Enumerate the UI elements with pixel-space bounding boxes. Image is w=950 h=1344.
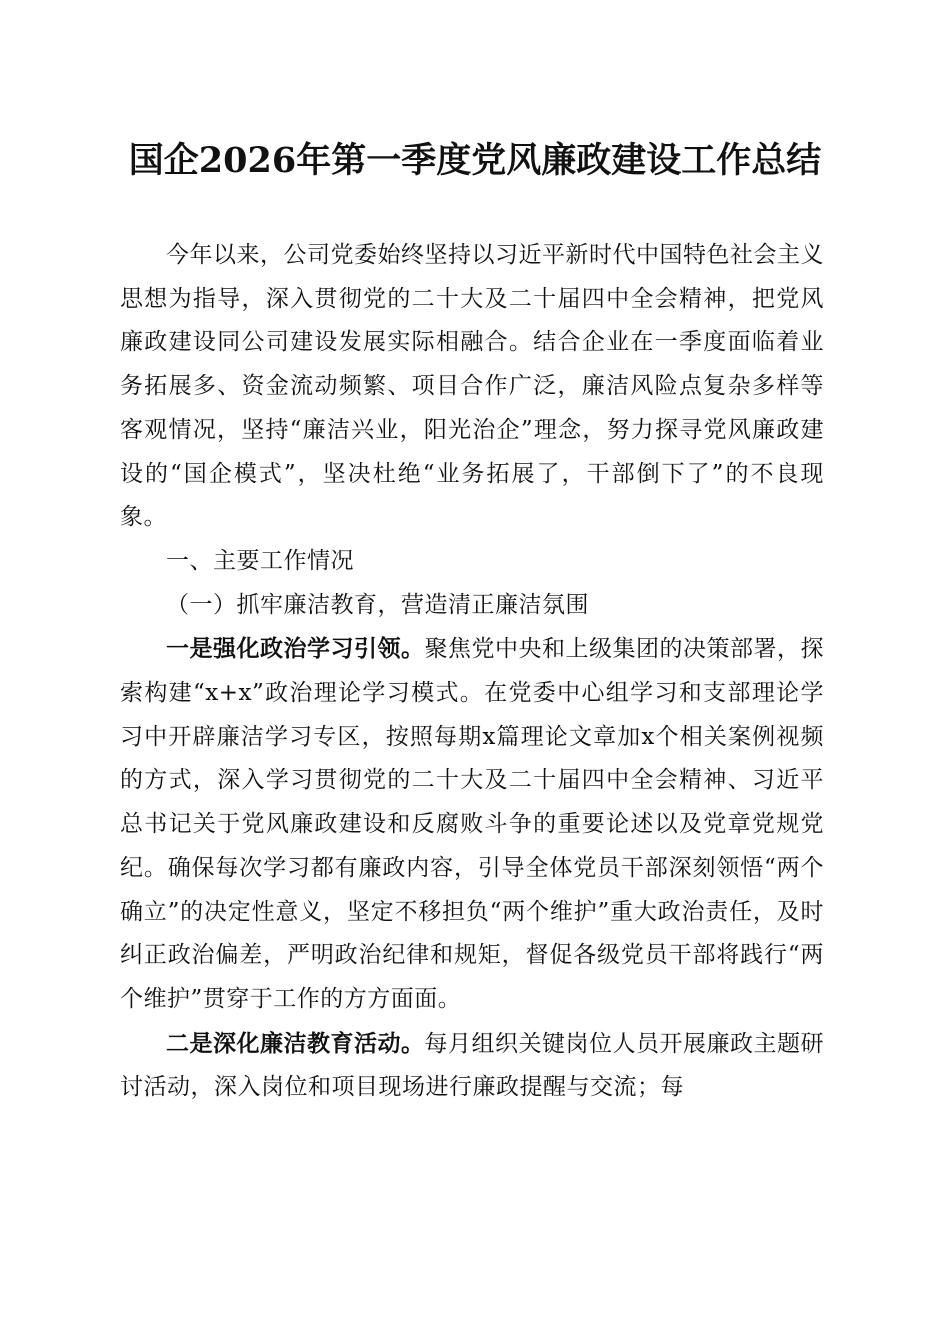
body-paragraph-1 — [120, 627, 824, 1021]
paragraph-2-text: 每月组织关键岗位人员开展廉政主题研讨活动，深入岗位和项目现场进行廉政提醒与交流；每 — [120, 1030, 824, 1101]
paragraph-2-lead: 二是深化廉洁教育活动。 — [166, 1029, 425, 1057]
subsection-heading: （一）抓牢廉洁教育，营造清正廉洁氛围 — [166, 591, 589, 618]
paragraph-1-lead: 一是强化政治学习引领。 — [166, 635, 425, 663]
section-heading: 一、主要工作情况 — [166, 547, 354, 574]
paragraph-1-text: 聚焦党中央和上级集团的决策部署，探索构建“x+x”政治理论学习模式。在党委中心组学习和支部理论学习中开辟廉洁学习专区，按照每期x篇理论文章加x个相关案例视频的方式，深入学习贯彻党的二十大及二十届四中全会精神、习近平总书记关于党风廉政建设和反腐败斗争的重要论述以及党章党规党纪。确保每次学习都有廉政内容，引导全体党员干部深刻领悟“两个确立”的决定性意义，坚定不移担负“两个维护”重大政治责任，及时纠正政治偏差，严明政治纪律和规矩，督促各级党员干部将践行“两个维护”贯穿于工作的方方面面。 — [120, 636, 824, 1012]
intro-paragraph: 今年以来，公司党委始终坚持以习近平新时代中国特色社会主义思想为指导，深入贯彻党的二十大及二十届四中全会精神，把党风廉政建设同公司建设发展实际相融合。结合企业在一季度面临着业务拓展多、资金流动频繁、项目合作广泛，廉洁风险点复杂多样等客观情况，坚持“廉洁兴业，阳光治企”理念，努力探寻党风廉政建设的“国企模式”，坚决杜绝“业务拓展了，干部倒下了”的不良现象。 — [120, 242, 824, 531]
document-title: 国企2026年第一季度党风廉政建设工作总结 — [128, 140, 822, 181]
body-paragraph-2 — [120, 1022, 824, 1110]
document-body — [120, 234, 824, 1110]
